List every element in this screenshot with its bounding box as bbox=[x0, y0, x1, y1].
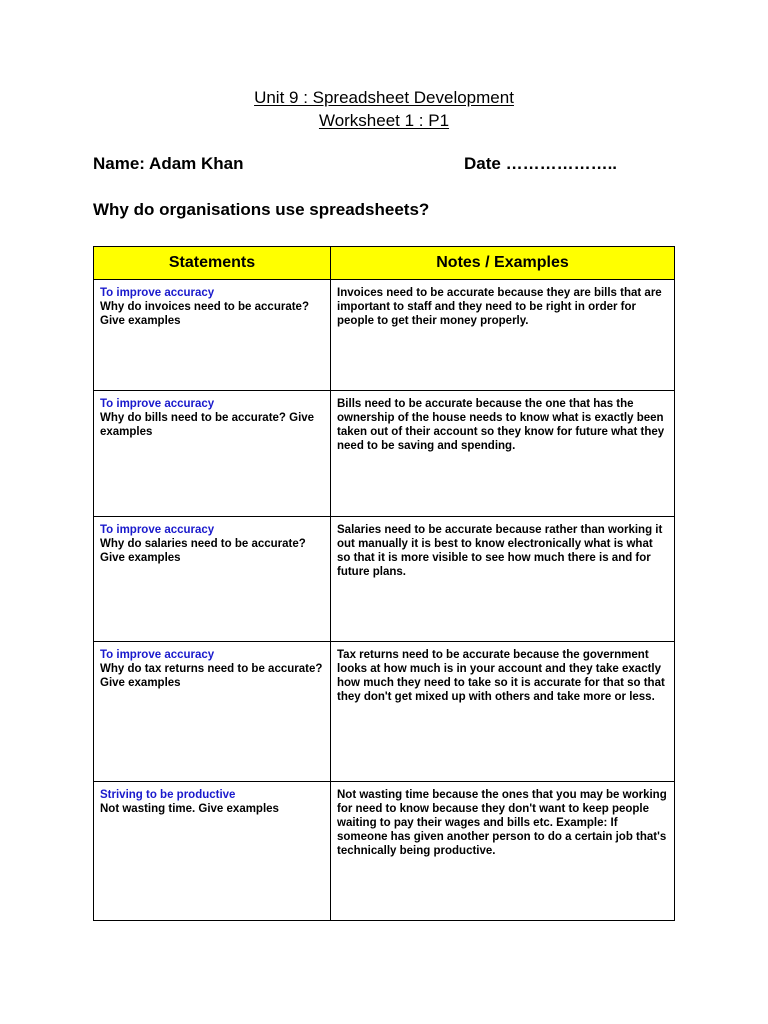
date-field: Date ……………….. bbox=[464, 154, 618, 173]
worksheet-table bbox=[93, 246, 675, 921]
statement-title: To improve accuracy bbox=[100, 649, 215, 661]
statement-question: Why do salaries need to be accurate? Give examples bbox=[100, 538, 306, 564]
statement-title: To improve accuracy bbox=[100, 398, 215, 410]
statement-title: To improve accuracy bbox=[100, 287, 215, 299]
notes-text: Salaries need to be accurate because rather than working it out manually it is best to know electronically what is what so that it is more visible to see how much there is and for future plans. bbox=[337, 524, 663, 578]
notes-cell bbox=[331, 517, 675, 642]
statement-cell bbox=[94, 517, 331, 642]
document-title bbox=[0, 86, 768, 132]
statement-question: Why do tax returns need to be accurate? Give examples bbox=[100, 663, 323, 689]
statement-cell bbox=[94, 782, 331, 921]
table-row bbox=[94, 391, 675, 517]
table-header-row bbox=[94, 247, 675, 280]
student-name: Name: Adam Khan bbox=[93, 154, 244, 173]
column-header-notes: Notes / Examples bbox=[331, 247, 675, 280]
notes-text: Invoices need to be accurate because they are bills that are important to staff and they need to be right in order for people to get their money properly. bbox=[337, 287, 662, 327]
table-row bbox=[94, 280, 675, 391]
main-question: Why do organisations use spreadsheets? bbox=[93, 200, 430, 219]
statement-cell bbox=[94, 642, 331, 782]
notes-text: Bills need to be accurate because the one that has the ownership of the house needs to know what is exactly been taken out of their account so they know for future what they need to be saving and spending. bbox=[337, 398, 665, 452]
title-line-worksheet: Worksheet 1 : P1 bbox=[318, 111, 450, 130]
statement-question: Why do bills need to be accurate? Give examples bbox=[100, 412, 315, 438]
statement-title: Striving to be productive bbox=[100, 789, 236, 801]
statement-cell bbox=[94, 391, 331, 517]
statement-question: Not wasting time. Give examples bbox=[100, 803, 279, 815]
notes-cell bbox=[331, 391, 675, 517]
statement-title: To improve accuracy bbox=[100, 524, 215, 536]
notes-cell bbox=[331, 782, 675, 921]
table-row bbox=[94, 517, 675, 642]
notes-cell bbox=[331, 280, 675, 391]
notes-text: Tax returns need to be accurate because the government looks at how much is in your account and they take exactly how much they need to take so it is accurate for that so that they don't get mixed up with others and take more or less. bbox=[337, 649, 665, 703]
column-header-statements: Statements bbox=[94, 247, 331, 280]
statement-question: Why do invoices need to be accurate? Give examples bbox=[100, 301, 309, 327]
table-row bbox=[94, 782, 675, 921]
title-line-unit: Unit 9 : Spreadsheet Development bbox=[254, 88, 514, 107]
notes-cell bbox=[331, 642, 675, 782]
table-row bbox=[94, 642, 675, 782]
statement-cell bbox=[94, 280, 331, 391]
notes-text: Not wasting time because the ones that you may be working for need to know because they don't want to keep people waiting to pay their wages and bills etc. Example: If someone has given another person to do a certain job that's technically being productive. bbox=[337, 789, 667, 857]
